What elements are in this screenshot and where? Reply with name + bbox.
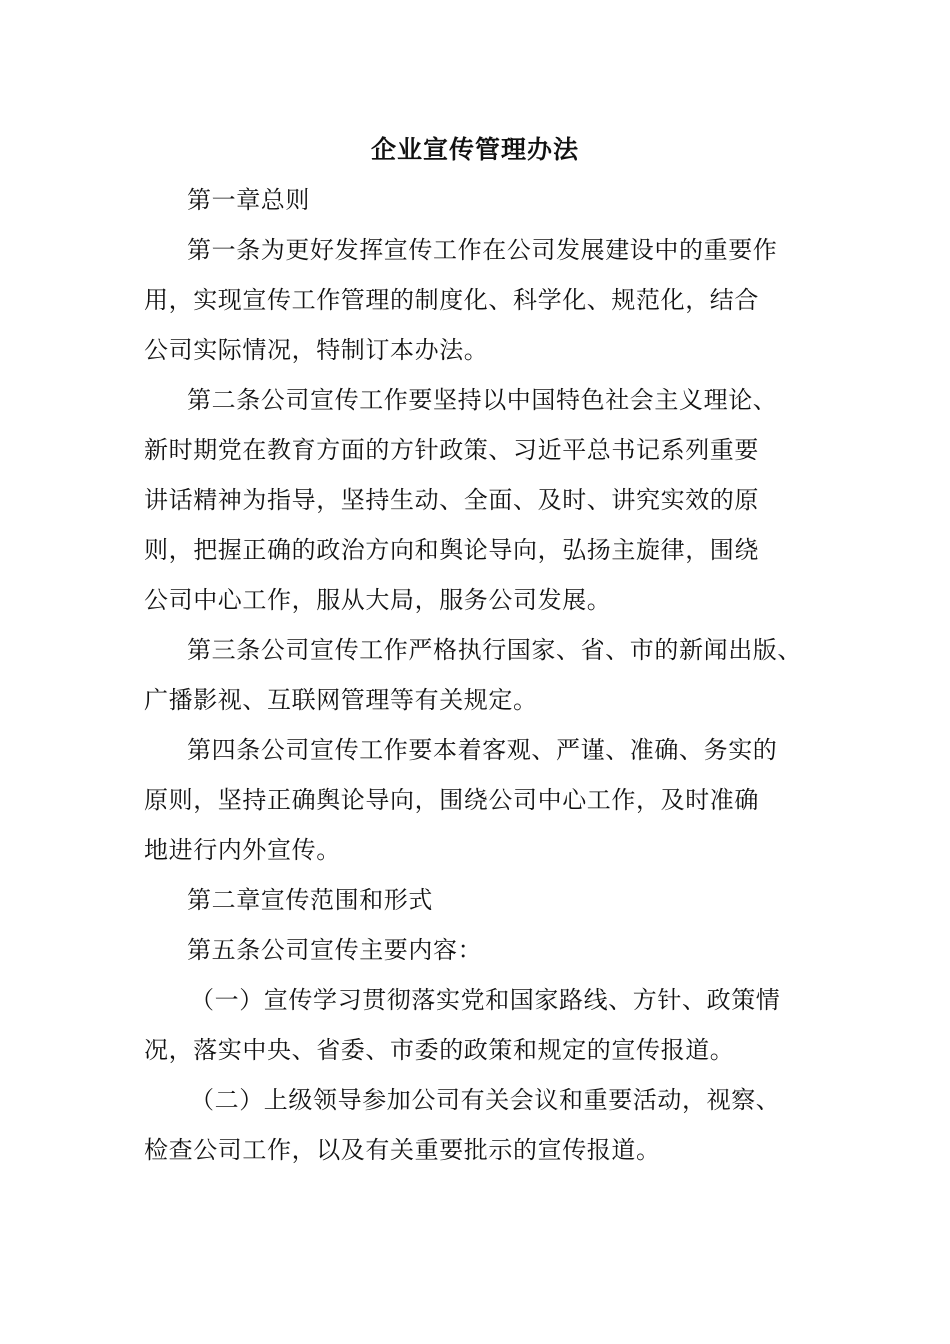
paragraph-line: 公司实际情况，特制订本办法。 — [144, 336, 489, 364]
paragraph-line: 广播影视、互联网管理等有关规定。 — [144, 686, 538, 714]
paragraph-line: 公司中心工作，服从大局，服务公司发展。 — [144, 586, 612, 614]
paragraph-line: 用，实现宣传工作管理的制度化、科学化、规范化，结合 — [144, 286, 759, 314]
paragraph-line: 新时期党在教育方面的方针政策、习近平总书记系列重要 — [144, 436, 759, 464]
document-title: 企业宣传管理办法 — [370, 135, 579, 164]
paragraph-line: 第四条公司宣传工作要本着客观、严谨、准确、务实的 — [187, 736, 778, 764]
list-item-line: （二）上级领导参加公司有关会议和重要活动，视察、 — [190, 1086, 781, 1114]
chapter-heading: 第二章宣传范围和形式 — [187, 886, 433, 914]
paragraph-line: 讲话精神为指导，坚持生动、全面、及时、讲究实效的原 — [144, 486, 759, 514]
paragraph-line: 则，把握正确的政治方向和舆论导向，弘扬主旋律，围绕 — [144, 536, 759, 564]
chapter-heading: 第一章总则 — [187, 186, 310, 214]
list-item-line: 检查公司工作，以及有关重要批示的宣传报道。 — [144, 1136, 661, 1164]
paragraph-line: 原则，坚持正确舆论导向，围绕公司中心工作，及时准确 — [144, 786, 759, 814]
list-item-line: 况，落实中央、省委、市委的政策和规定的宣传报道。 — [144, 1036, 735, 1064]
paragraph-line: 第一条为更好发挥宣传工作在公司发展建设中的重要作 — [187, 236, 778, 264]
paragraph-line: 第三条公司宣传工作严格执行国家、省、市的新闻出版、 — [187, 636, 802, 664]
paragraph-line: 地进行内外宣传。 — [144, 836, 341, 864]
paragraph-line: 第二条公司宣传工作要坚持以中国特色社会主义理论、 — [187, 386, 778, 414]
paragraph-line: 第五条公司宣传主要内容： — [187, 936, 483, 964]
list-item-line: （一）宣传学习贯彻落实党和国家路线、方针、政策情 — [190, 986, 781, 1014]
